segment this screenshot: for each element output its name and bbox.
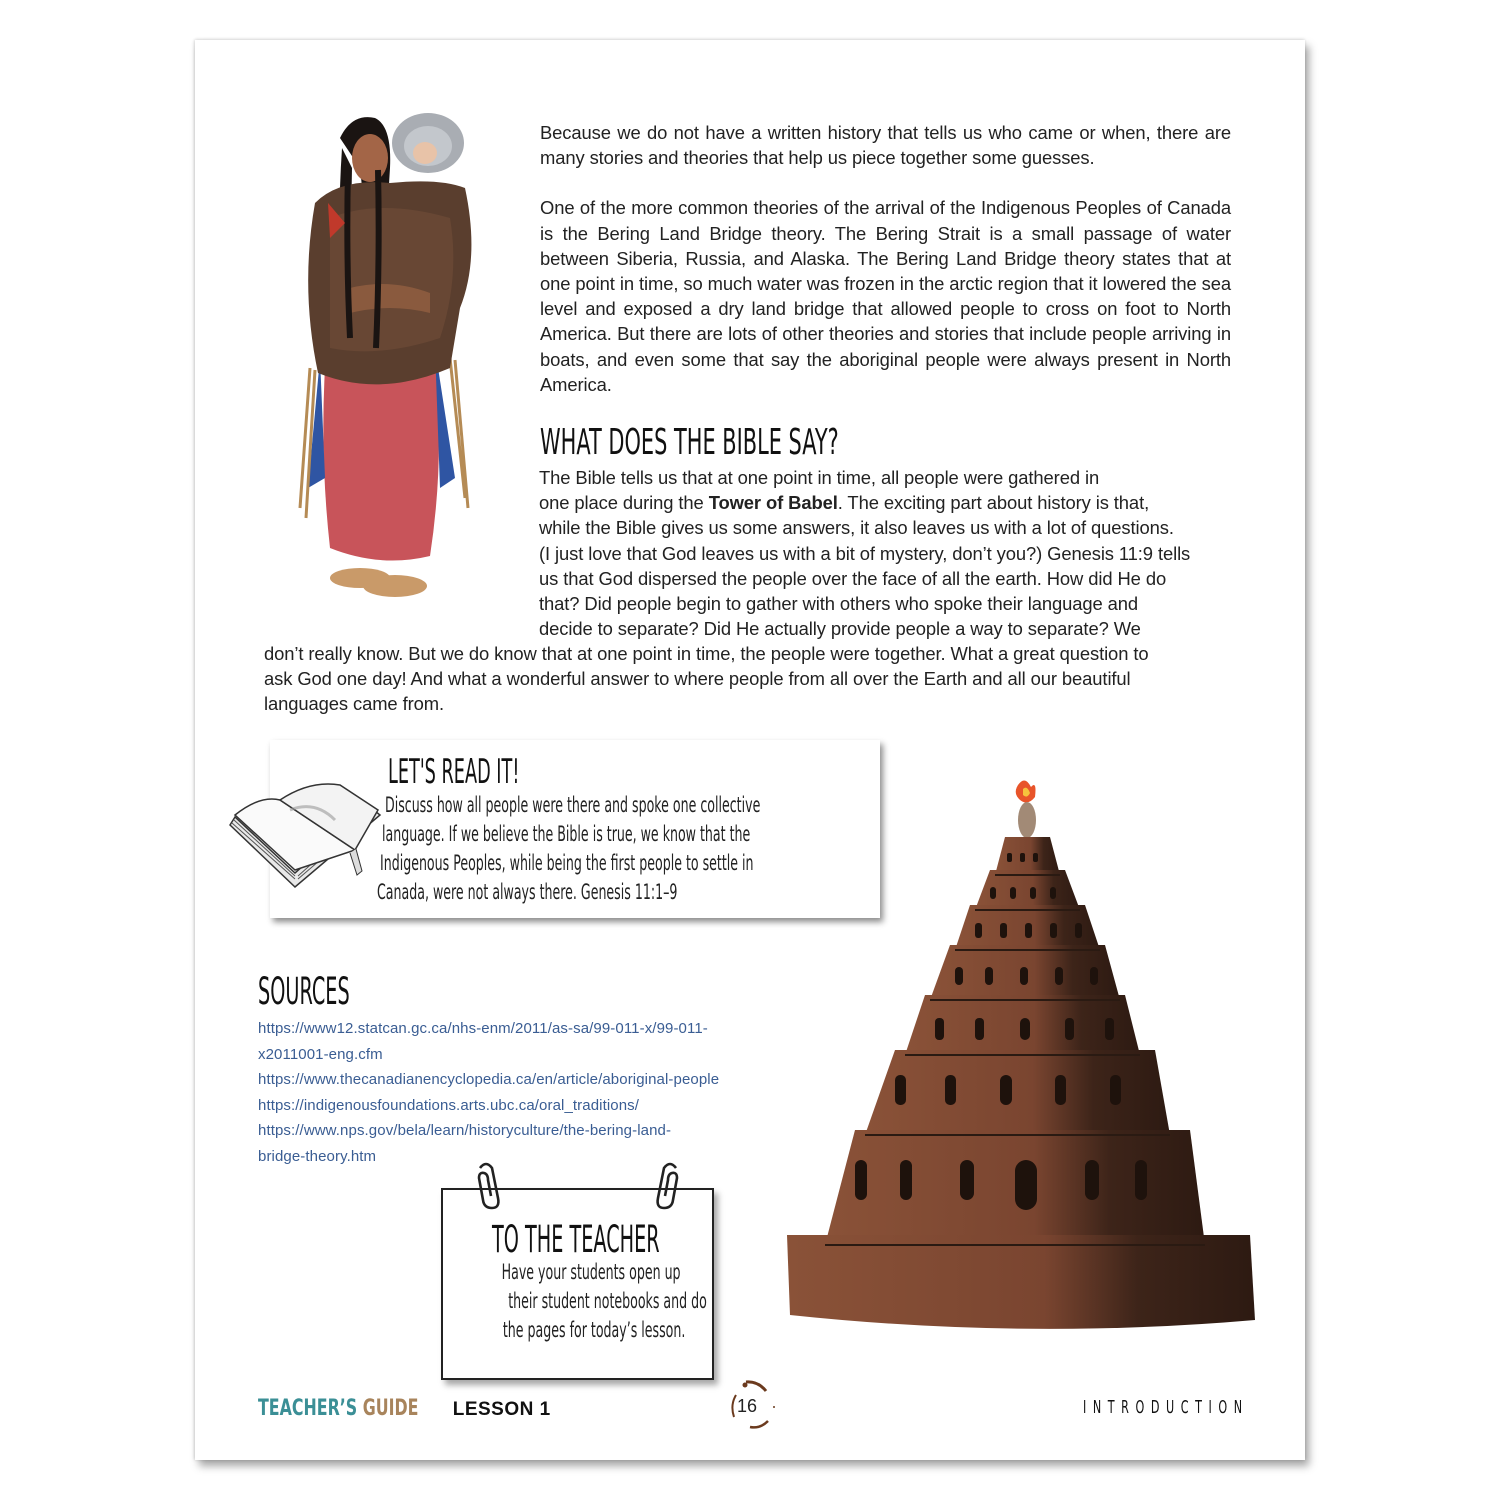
- lets-read-it-line: language. If we believe the Bible is true, we know that the: [382, 822, 751, 846]
- bible-line: that? Did people begin to gather with others who spoke their language and: [539, 593, 1138, 615]
- bible-section-heading: WHAT DOES THE BIBLE SAY?: [540, 422, 839, 463]
- footer-book-title: [258, 1396, 551, 1421]
- indigenous-woman-illustration: [280, 108, 490, 598]
- to-the-teacher-heading: TO THE TEACHER: [492, 1218, 660, 1261]
- to-the-teacher-line: the pages for today’s lesson.: [502, 1318, 686, 1342]
- intro-paragraph-2: One of the more common theories of the arrival of the Indigenous Peoples of Canada is the Bering Land Bridge theory. The Bering Strait is a small passage of water between Siberia, Russia, and Alaska. The Bering Land Bridge theory states that at one point in time, so much water was frozen in the arctic region that it lowered the sea level and exposed a dry land bridge that allowed people to cross on foot to North America. But there are lots of other theories and stories that include people arriving in boats, and even some that say the aboriginal people were always present in North America.: [540, 197, 1231, 395]
- lets-read-it-heading: LET'S READ IT!: [388, 752, 520, 792]
- bible-section-text: [539, 465, 1239, 641]
- bible-line: The Bible tells us that at one point in time, all people were gathered in: [539, 467, 1100, 488]
- footer-teachers: TEACHER’S: [258, 1396, 358, 1421]
- bible-line: (I just love that God leaves us with a bit of mystery, don’t you?) Genesis 11:9 tells: [539, 542, 1191, 564]
- source-link-indigenous-foundations[interactable]: https://indigenousfoundations.arts.ubc.ca/oral_traditions/: [258, 1096, 640, 1114]
- bible-line: us that God dispersed the people over the face of all the earth. How did He do: [539, 567, 1167, 589]
- source-link-canadian-encyclopedia[interactable]: https://www.thecanadianencyclopedia.ca/en/article/aboriginal-people: [258, 1071, 720, 1088]
- source-link-statcan-cont[interactable]: x2011001-eng.cfm: [258, 1045, 383, 1063]
- bible-line: one place during the Tower of Babel. The exciting part about history is that,: [539, 492, 1150, 514]
- intro-paragraph-1: Because we do not have a written history that tells us who came or when, there are many stories and theories that help us piece together some guesses.: [540, 122, 1231, 169]
- bible-line: don’t really know. But we do know that at one point in time, the people were together. What a great question to: [264, 643, 1149, 664]
- bible-section-text-continued: [264, 641, 1234, 717]
- lets-read-it-line: Canada, were not always there. Genesis 11:1–9: [377, 880, 678, 904]
- page-number: 16: [737, 1396, 758, 1416]
- footer-guide: GUIDE: [362, 1396, 419, 1421]
- source-link-nps-bering[interactable]: https://www.nps.gov/bela/learn/historyculture/the-bering-land-: [258, 1122, 672, 1139]
- source-link-nps-bering-cont[interactable]: bridge-theory.htm: [258, 1147, 377, 1165]
- to-the-teacher-line: Have your students open up: [501, 1260, 681, 1284]
- paperclip-icon: [470, 1160, 504, 1210]
- footer-section-title: INTRODUCTION: [1083, 1397, 1249, 1418]
- bible-line: decide to separate? Did He actually provide people a way to separate? We: [539, 618, 1141, 640]
- footer-lesson: LESSON 1: [452, 1399, 551, 1420]
- to-the-teacher-text: [442, 1258, 711, 1345]
- to-the-teacher-line: their student notebooks and do: [508, 1289, 707, 1313]
- source-link-statcan[interactable]: https://www12.statcan.gc.ca/nhs-enm/2011/as-sa/99-011-x/99-011-: [258, 1020, 708, 1037]
- sources-list: [258, 1016, 798, 1169]
- bible-line: ask God one day! And what a wonderful answer to where people from all over the Earth and all our beautiful: [264, 668, 1131, 690]
- sources-heading: SOURCES: [258, 970, 350, 1013]
- intro-text: [540, 120, 1231, 422]
- tower-of-babel-emphasis: Tower of Babel: [708, 492, 838, 514]
- lets-read-it-line: Indigenous Peoples, while being the first people to settle in: [380, 851, 754, 875]
- bible-line: while the Bible gives us some answers, it also leaves us with a lot of questions.: [539, 517, 1174, 539]
- lets-read-it-line: Discuss how all people were there and spoke one collective: [385, 793, 761, 817]
- tower-of-babel-illustration: [775, 775, 1295, 1335]
- bible-line: languages came from.: [264, 693, 444, 715]
- open-book-icon: [220, 775, 385, 895]
- paperclip-icon: [652, 1160, 686, 1210]
